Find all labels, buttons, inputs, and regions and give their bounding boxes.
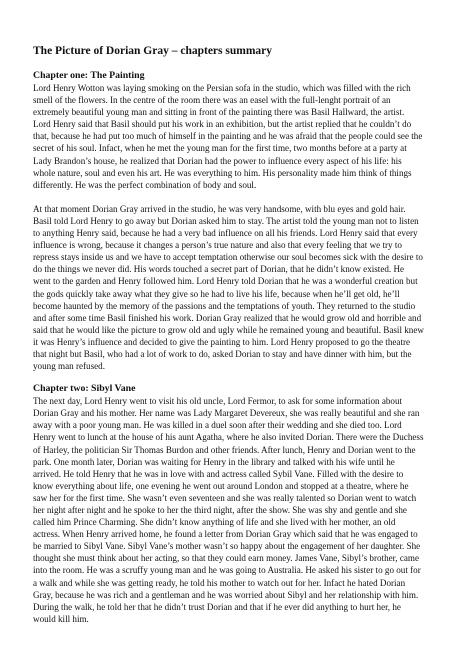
section-gap bbox=[33, 372, 424, 383]
chapter-one-heading: Chapter one: The Painting bbox=[33, 70, 145, 81]
chapter-two-heading: Chapter two: Sibyl Vane bbox=[33, 383, 136, 395]
chapter-two-section bbox=[33, 383, 424, 625]
chapter-one-section bbox=[33, 70, 424, 372]
paragraph-gap bbox=[33, 191, 424, 203]
chapter-two-paragraph-1: The next day, Lord Henry went to visit his old uncle, Lord Fermor, to ask for some information about Dorian Gray and his mother. Her name was Lady Margaret Devereux, she was really beautiful and she ran away with a poor young man. He was killed in a duel soon after their wedding and she died too. Lord Henry went to lunch at the house of his aunt Agatha, where he also invited Dorian. There were the Duchess of Harley, the politician Sir Thomas Burdon and other friends. After lunch, Henry and Dorian went to the park. One month later, Dorian was waiting for Henry in the library and talked with his wife until he arrived. He told Henry that he was in love with and actress called Sybil Vane. Filled with the desire to know everything about life, one evening he went out around London and stopped at a theatre, where he saw her for the first time. She wasn’t even seventeen and she was really talented so Dorian went to watch her night after night and he spoke to her the third night, after the show. She was shy and gentle and she called him Prince Charming. She didn’t know anything of life and she lived with her mother, an old actress. When Henry arrived home, he found a letter from Dorian Gray which said that he was engaged to be married to Sibyl Vane. Sibyl Vane’s mother wasn’t so happy about the engagement of her daughter. She thought she must think about her acting, so that they could earn money. James Vane, Sibyl’s brother, came into the room. He was a scruffy young man and he was going to Australia. He asked his sister to go out for a walk and while she was getting ready, he told his mother to watch out for her. Infact he hated Dorian Gray, because he was rich and a gentleman and he was worried about Sibyl and her relationship with him. During the walk, he told her that he didn’t trust Dorian and that if he ever did anything to hurt her, he would kill him. bbox=[33, 396, 424, 624]
document-title: The Picture of Dorian Gray – chapters summary bbox=[33, 45, 273, 57]
chapter-one-paragraph-2: At that moment Dorian Gray arrived in the studio, he was very handsome, with blu eyes and gold hair. Basil told Lord Henry to go away but Dorian asked him to stay. The artist told the young man not to listen to anything Henry said, because he had a very bad influence on all his friends. Lord Henry said that every influence is wrong, because it changes a person’s true nature and also that every feeling that we try to repress stays inside us and we have to accept temptation otherwise our soul becomes sick with the desire to do the things we never did. His words touched a secret part of Dorian, that he didn’t know existed. He went to the garden and Henry followed him. Lord Henry told Dorian that he was a wonderful creation but the gods quickly take away what they give so he had to live his life, because when he’ll get old, he’ll become haunted by the memory of the passions and the temptations of youth. They returned to the studio and after some time Basil finished his work. Dorian Gray realized that he would grow old and horrible and said that he would like the picture to grow old and ugly while he remained young and beautiful. Basil knew it was Henry’s influence and decided to give the painting to him. Lord Henry proposed to go the theatre that night but Basil, who had a lot of work to do, asked Dorian to stay and have dinner with him, but the young man refused. bbox=[33, 203, 424, 372]
chapter-one-paragraph-1: Lord Henry Wotton was laying smoking on the Persian sofa in the studio, which was filled with the rich smell of the flowers. In the centre of the room there was an easel with the full-lenght portrait of an extremely beautiful young man and sitting in front of the painting there was Basil Hallward, the artist. Lord Henry said that Basil should put his work in an exhibition, but the artist replied that he couldn’t do that, because he had put too much of himself in the painting and he was afraid that the people could see the secret of his soul. Infact, when he met the young man for the first time, two months before at a party at Lady Brandon’s house, he realized that Dorian had the power to influence every aspect of his life: his whole nature, soul and even his art. He was everything to him. His personality made him think of things differently. He was the perfect combination of body and soul. bbox=[33, 83, 423, 190]
